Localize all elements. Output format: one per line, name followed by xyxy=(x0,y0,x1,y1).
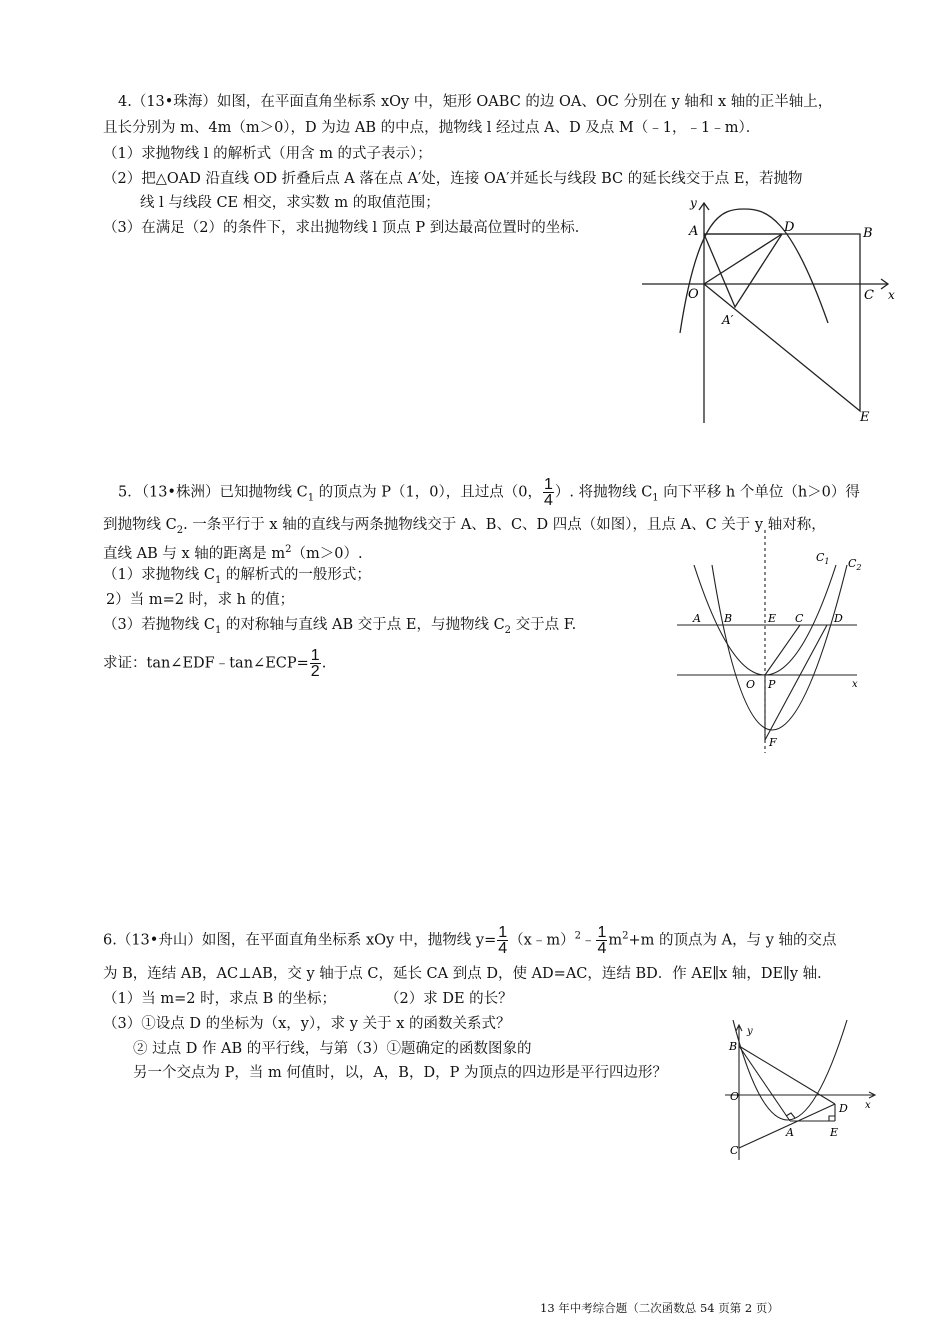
p6-right-angle-E xyxy=(829,1116,835,1121)
p5-q1: （1）求抛物线 $C_1$ 的解析式的一般形式； xyxy=(103,567,371,586)
p6-figure xyxy=(725,1020,885,1165)
p6-q2: （2）求 DE 的长？ xyxy=(385,991,513,1007)
p4-line2: 且长分别为 m、4m（m＞0），D 为边 AB 的中点，抛物线 l 经过点 A、D 及点 M（﹣1，﹣1﹣m）． xyxy=(103,120,761,136)
p5-q3: （3）若抛物线 $C_1$ 的对称轴与直线 AB 交于点 E，与抛物线 $C_2$ 交于点 F. xyxy=(103,617,577,636)
p4-lbl-A: A xyxy=(689,224,699,239)
p5-lbl-C: C xyxy=(795,612,804,625)
p5-fraction: $\frac{1}{4}$ xyxy=(543,476,553,509)
p5-line1: 5．（13•株洲）已知抛物线 $C_1$ 的顶点为 P（1，0），且过点（0， $\frac{1}{4}$ ）. 将抛物线 $C_1$ 向下平移 h 个单位（h＞0）得 xyxy=(118,476,860,509)
p6-lbl-D: D xyxy=(839,1102,848,1115)
page-footer: 13 年中考综合题（二次函数总 54 页第 2 页） xyxy=(540,1301,779,1315)
p5-lbl-E: E xyxy=(768,612,777,625)
p5-lbl-P: P xyxy=(768,678,776,691)
p4-q2b: 线 l 与线段 CE 相交，求实数 m 的取值范围； xyxy=(140,195,440,211)
p6-line2: 为 B，连结 AB，AC⊥AB，交 y 轴于点 C，延长 CA 到点 D，使 AD=AC，连结 BD．作 AE∥x 轴，DE∥y 轴． xyxy=(103,966,832,982)
p5-line2: 到抛物线 $C_2$. 一条平行于 x 轴的直线与两条抛物线交于 A、B、C、D 四点（如图），且点 A、C 关于 y 轴对称， xyxy=(103,517,826,536)
p5-line3: 直线 AB 与 x 轴的距离是 $m^2(m>0)$. xyxy=(103,544,363,562)
p4-lbl-x: x xyxy=(888,288,895,302)
p5-PC xyxy=(765,625,800,675)
p6-lbl-C: C xyxy=(730,1144,739,1157)
p5-proof-fraction: $\frac{1}{2}$ xyxy=(310,647,320,680)
p5-proof: 求证：tan∠EDF﹣tan∠ECP= $\frac{1}{2}$ . xyxy=(103,647,327,680)
p5-lbl-F: F xyxy=(769,736,777,749)
p5-lbl-x: x xyxy=(852,679,858,690)
p4-line1: 4.（13•珠海）如图，在平面直角坐标系 xOy 中，矩形 OABC 的边 OA、OC 分别在 y 轴和 x 轴的正半轴上， xyxy=(118,94,833,110)
p5-lbl-B: B xyxy=(724,612,733,625)
p5-lbl-C1: $C_1$ xyxy=(816,551,830,566)
p5-lbl-D: D xyxy=(834,612,843,625)
p4-q2a: （2）把△OAD 沿直线 OD 折叠后点 A 落在点 A′处，连接 OA′并延长与线段 BC 的延长线交于点 E，若抛物 xyxy=(103,171,803,187)
p4-figure xyxy=(640,195,900,430)
p6-q3a: （3）①设点 D 的坐标为（x，y），求 y 关于 x 的函数关系式？ xyxy=(103,1016,511,1032)
p6-lbl-A: A xyxy=(786,1126,794,1139)
p6-fraction-1: $\frac{1}{4}$ xyxy=(498,924,508,957)
p4-OD xyxy=(704,234,782,284)
p5-lbl-O: O xyxy=(746,678,756,691)
p5-q2: 2）当 m=2 时，求 h 的值； xyxy=(106,592,295,608)
p4-fold xyxy=(704,234,782,307)
p6-line1: 6.（13•舟山）如图，在平面直角坐标系 xOy 中，抛物线 y= $\frac{1}{4}$ （x﹣m）$^2$﹣ $\frac{1}{4}$ $m^2+m$ 的顶点为 A，与 y 轴的交点 xyxy=(103,924,837,957)
p4-parabola xyxy=(680,209,828,333)
p4-lbl-A-prime: A′ xyxy=(722,313,734,327)
p4-q1: （1）求抛物线 l 的解析式（用含 m 的式子表示）； xyxy=(103,146,432,162)
p5-figure xyxy=(672,525,872,760)
p4-lbl-E: E xyxy=(860,410,870,425)
p6-q3c: 另一个交点为 P，当 m 何值时，以，A，B，D，P 为顶点的四边形是平行四边形？ xyxy=(133,1065,667,1081)
p5-parabola-C2 xyxy=(712,565,847,730)
p6-lbl-B: B xyxy=(729,1040,738,1053)
p4-lbl-D: D xyxy=(784,220,795,235)
p6-lbl-x: x xyxy=(865,1100,871,1111)
p4-q3: （3）在满足（2）的条件下，求出抛物线 l 顶点 P 到达最高位置时的坐标． xyxy=(103,220,590,236)
p4-lbl-C: C xyxy=(864,288,874,303)
p4-lbl-B: B xyxy=(863,226,873,241)
p4-lbl-O: O xyxy=(688,287,699,302)
p4-lbl-y: y xyxy=(690,196,697,210)
p5-lbl-C2: $C_2$ xyxy=(848,557,862,572)
p5-lbl-A: A xyxy=(693,612,701,625)
p6-fraction-2: $\frac{1}{4}$ xyxy=(597,924,607,957)
p6-q1: （1）当 m=2 时，求点 B 的坐标； xyxy=(103,991,336,1007)
p6-lbl-E: E xyxy=(830,1126,839,1139)
p6-AB xyxy=(739,1046,790,1121)
p6-lbl-y: y xyxy=(747,1026,753,1037)
p6-q3b: ② 过点 D 作 AB 的平行线，与第（3）①题确定的函数图象的 xyxy=(133,1041,532,1057)
p6-lbl-O: O xyxy=(730,1090,740,1103)
